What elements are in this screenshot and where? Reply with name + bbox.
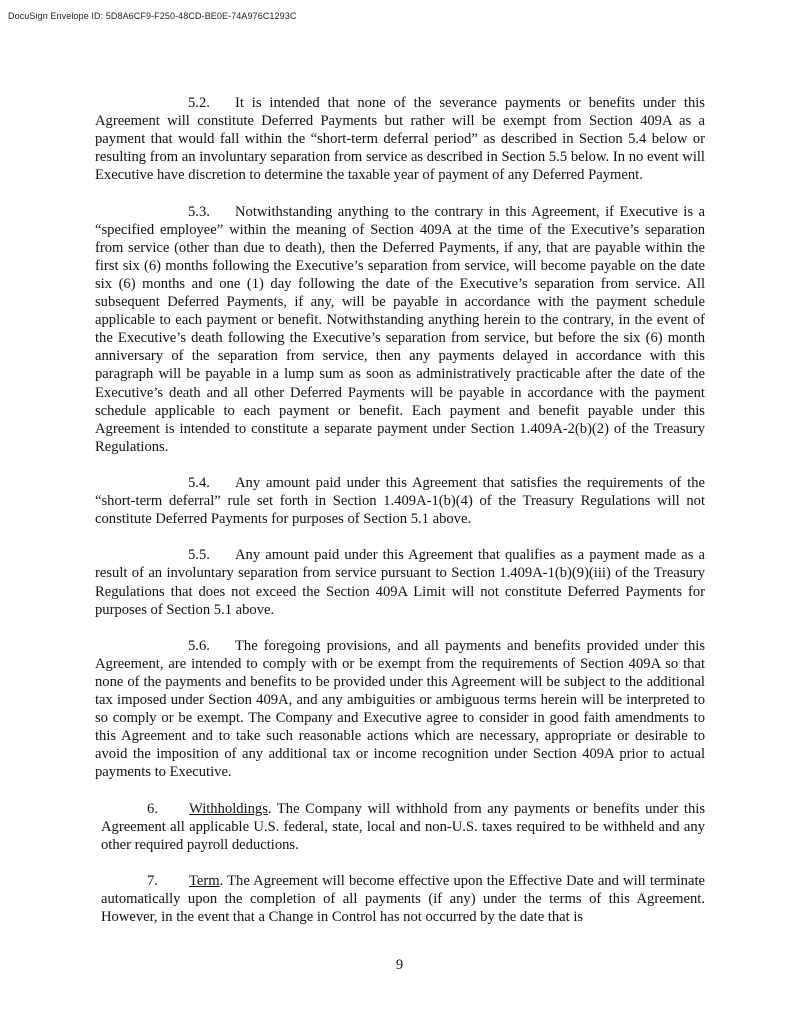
section-heading: Withholdings: [189, 800, 268, 817]
section-text: Any amount paid under this Agreement that qualifies as a payment made as a result of an involuntary separation from service pursuant to Section 1.409A-1(b)(9)(iii) of the Treasury Regulations that does not exceed the Section 409A Limit will not constitute Deferred Payments for purposes of Section 5.1 above.: [95, 547, 705, 618]
section-number: 5.2.: [188, 95, 210, 111]
section-text: Any amount paid under this Agreement that satisfies the requirements of the “short-term deferral” rule set forth in Section 1.409A-1(b)(4) of the Treasury Regulations will not constitute Deferred Payments for purposes of Section 5.1 above.: [95, 474, 705, 528]
section-number: 5.5.: [188, 547, 210, 564]
page-number: 9: [395, 957, 404, 973]
section-6-withholdings: [95, 800, 705, 854]
section-text: . The Agreement will become effective upon the Effective Date and will terminate automatically upon the completion of all payments (if any) under the terms of this Agreement. However, in the event that a Change in Control has not occurred by the date that is: [101, 873, 705, 926]
section-7-term: [95, 872, 705, 926]
docusign-envelope-id: DocuSign Envelope ID: 5D8A6CF9-F250-48CD-BE0E-74A976C1293C: [8, 11, 297, 21]
section-number: 7.: [147, 873, 158, 890]
section-text: . The Company will withhold from any payments or benefits under this Agreement all applicable U.S. federal, state, local and non-U.S. taxes required to be withheld and any other required payroll deductions.: [101, 800, 705, 853]
section-text: It is intended that none of the severance payments or benefits under this Agreement will constitute Deferred Payments but rather will be exempt from Section 409A as a payment that would fall within the “short-term deferral period” as described in Section 5.4 below or resulting from an involuntary separation from service as described in Section 5.5 below. In no event will Executive have discretion to determine the taxable year of payment of any Deferred Payment.: [95, 95, 705, 184]
section-heading: Term: [189, 873, 220, 890]
section-number: 6.: [147, 800, 158, 817]
section-5-2: [95, 94, 705, 184]
document-body: [95, 94, 705, 944]
section-number: 5.3.: [188, 203, 210, 220]
section-5-5: [95, 546, 705, 618]
section-number: 5.6.: [188, 637, 210, 654]
section-5-4: [95, 474, 705, 528]
section-5-6: [95, 637, 705, 782]
section-text: The foregoing provisions, and all payments and benefits provided under this Agreement, are intended to comply with or be exempt from the requirements of Section 409A so that none of the payments and benefits to be provided under this Agreement will be subject to the additional tax imposed under Section 409A, and any ambiguities or ambiguous terms herein will be interpreted to so comply or be exempt. The Company and Executive agree to consider in good faith amendments to this Agreement and to take such reasonable actions which are necessary, appropriate or desirable to avoid the imposition of any additional tax or income recognition under Section 409A prior to actual payments to Executive.: [95, 637, 705, 781]
section-5-3: [95, 203, 705, 456]
section-number: 5.4.: [188, 474, 210, 491]
section-text: Notwithstanding anything to the contrary in this Agreement, if Executive is a “specified employee” within the meaning of Section 409A at the time of the Executive’s separation from service (other than due to death), then the Deferred Payments, if any, that are payable within the first six (6) months following the Executive’s separation from service, will become payable on the date six (6) months and one (1) day following the date of the Executive’s separation from service. All subsequent Deferred Payments, if any, will be payable in accordance with the payment schedule applicable to each payment or benefit. Notwithstanding anything herein to the contrary, in the event of the Executive’s death following the Executive’s separation from service, but before the six (6) month anniversary of the separation from service, then any payments delayed in accordance with this paragraph will be payable in a lump sum as soon as administratively practicable after the date of the Executive’s death and all other Deferred Payments will be payable in accordance with the payment schedule applicable to each payment or benefit. Each payment and benefit payable under this Agreement is intended to constitute a separate payment under Section 1.409A-2(b)(2) of the Treasury Regulations.: [95, 203, 705, 455]
